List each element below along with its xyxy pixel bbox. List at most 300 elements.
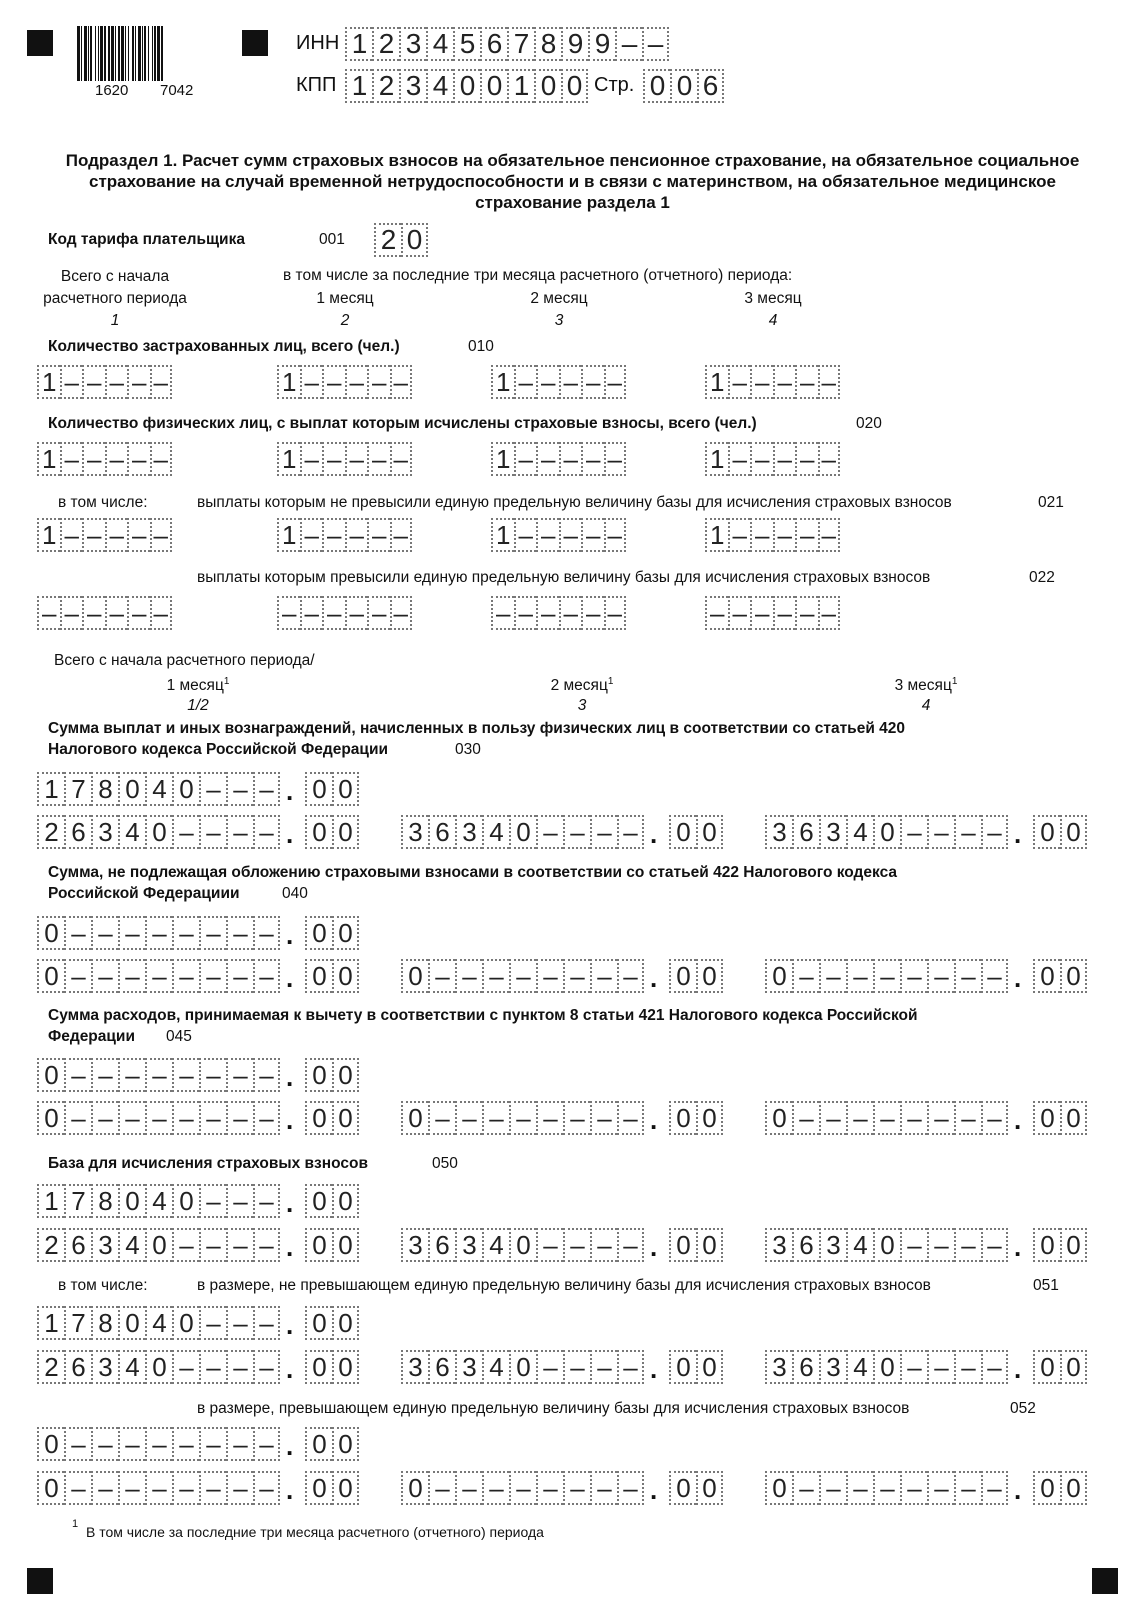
form-cell: – [509, 959, 536, 993]
form-cell: – [927, 1101, 954, 1135]
form-cell: – [91, 959, 118, 993]
page-cells [643, 69, 724, 103]
form-cell: – [819, 1101, 846, 1135]
form-cell: – [82, 365, 105, 399]
form-cell: 0 [332, 1471, 359, 1505]
form-cell: 7 [64, 1184, 91, 1218]
row-051-m3-decimal-point: . [1014, 1354, 1022, 1384]
row-045-m1-decimal-point: . [286, 1105, 294, 1135]
row-045-total-rubles[interactable] [37, 1058, 280, 1092]
form-cell: – [253, 1101, 280, 1135]
row-051-m3-rubles[interactable] [765, 1350, 1008, 1384]
form-cell: 1 [37, 442, 60, 476]
form-cell: – [954, 815, 981, 849]
form-cell: – [482, 959, 509, 993]
row-040-m1-rubles[interactable] [37, 959, 280, 993]
form-cell: – [367, 518, 390, 552]
form-cell: – [199, 1471, 226, 1505]
form-cell: – [172, 1058, 199, 1092]
form-cell: 4 [482, 1228, 509, 1262]
form-cell: – [617, 1228, 644, 1262]
form-cell: 1 [37, 1184, 64, 1218]
form-cell: 3 [401, 1228, 428, 1262]
form-cell: 0 [1033, 1350, 1060, 1384]
row-010-month2[interactable] [491, 365, 626, 399]
row-040-label-line1: Сумма, не подлежащая обложению страховыми взносами в соответствии со статьей 422 Налогового кодекса [48, 864, 897, 881]
form-cell: – [253, 1350, 280, 1384]
row-051-m1-rubles[interactable] [37, 1350, 280, 1384]
form-cell: 4 [426, 27, 453, 61]
form-cell: 7 [64, 1306, 91, 1340]
form-cell: – [981, 1350, 1008, 1384]
row-050-total-rubles[interactable] [37, 1184, 280, 1218]
row-040-m2-kopecks[interactable] [669, 959, 723, 993]
row-045-label-line1: Сумма расходов, принимаемая к вычету в соответствии с пунктом 8 статьи 421 Налогового кодекса Российской [48, 1007, 918, 1024]
form-cell: – [428, 1101, 455, 1135]
form-cell: – [536, 959, 563, 993]
footnote-text: В том числе за последние три месяца расчетного (отчетного) периода [86, 1524, 544, 1540]
row-052-m2-kopecks[interactable] [669, 1471, 723, 1505]
form-cell: – [795, 596, 818, 630]
form-cell: 6 [697, 69, 724, 103]
form-cell: 0 [561, 69, 588, 103]
form-cell: – [900, 959, 927, 993]
barcode-number-left: 1620 [95, 82, 129, 99]
form-cell: – [981, 1101, 1008, 1135]
form-cell: – [581, 518, 604, 552]
form-cell: – [91, 1058, 118, 1092]
form-cell: – [455, 959, 482, 993]
row-040-m3-rubles[interactable] [765, 959, 1008, 993]
row-051-total-kopecks[interactable] [305, 1306, 359, 1340]
form-cell: – [581, 596, 604, 630]
row-030-code: 030 [455, 741, 481, 758]
row-051-total-rubles[interactable] [37, 1306, 280, 1340]
row-030-m1-rubles[interactable] [37, 815, 280, 849]
form-cell: 3 [399, 69, 426, 103]
form-cell: – [795, 442, 818, 476]
form-cell: 0 [696, 1350, 723, 1384]
form-cell: 1 [277, 518, 300, 552]
form-cell: 0 [696, 1101, 723, 1135]
row-050-m2-rubles[interactable] [401, 1228, 644, 1262]
form-cell: – [105, 442, 128, 476]
row-030-m2-rubles[interactable] [401, 815, 644, 849]
row-045-m1-rubles[interactable] [37, 1101, 280, 1135]
form-cell: 0 [332, 772, 359, 806]
row-020-total[interactable] [37, 442, 172, 476]
row-052-m3-kopecks[interactable] [1033, 1471, 1087, 1505]
form-cell: – [118, 959, 145, 993]
row-045-m2-kopecks[interactable] [669, 1101, 723, 1135]
form-cell: 0 [305, 1427, 332, 1461]
row-052-m3-decimal-point: . [1014, 1475, 1022, 1505]
form-cell: 1 [277, 442, 300, 476]
form-cell: – [199, 1058, 226, 1092]
row-030-label-line2: Налогового кодекса Российской Федерации [48, 741, 389, 758]
form-cell: – [615, 27, 642, 61]
form-cell: 1 [491, 442, 514, 476]
form-cell: – [900, 1101, 927, 1135]
row-010-month1[interactable] [277, 365, 412, 399]
row-050-m2-kopecks[interactable] [669, 1228, 723, 1262]
form-cell: – [927, 815, 954, 849]
form-cell: 0 [1060, 1471, 1087, 1505]
form-cell: – [563, 1228, 590, 1262]
form-cell: – [345, 365, 368, 399]
row-050-total-kopecks[interactable] [305, 1184, 359, 1218]
row-051-incl: в том числе: [58, 1277, 148, 1294]
form-cell: – [981, 1228, 1008, 1262]
form-cell: – [509, 1471, 536, 1505]
form-cell: 0 [37, 1101, 64, 1135]
form-cell: – [873, 959, 900, 993]
form-cell: – [199, 916, 226, 950]
form-cell: 0 [509, 1228, 536, 1262]
form-cell: – [818, 596, 841, 630]
form-cell: 4 [846, 1228, 873, 1262]
row-030-label-line1: Сумма выплат и иных вознаграждений, начисленных в пользу физических лиц в соответствии со статьей 420 [48, 720, 906, 737]
form-cell: – [345, 518, 368, 552]
form-cell: 1 [507, 69, 534, 103]
form-cell: – [127, 442, 150, 476]
form-cell: – [792, 1101, 819, 1135]
form-cell: 0 [37, 916, 64, 950]
form-cell: – [559, 365, 582, 399]
kpp-label: КПП [296, 74, 337, 96]
form-cell: – [300, 518, 323, 552]
row-052-m1-rubles[interactable] [37, 1471, 280, 1505]
row-050-m3-kopecks[interactable] [1033, 1228, 1087, 1262]
row-051-m2-decimal-point: . [650, 1354, 658, 1384]
form-cell: – [750, 518, 773, 552]
row-051-m3-kopecks[interactable] [1033, 1350, 1087, 1384]
form-cell: – [514, 365, 537, 399]
form-cell: – [514, 596, 537, 630]
row-045-label-line2: Федерации [48, 1028, 135, 1045]
form-cell: 0 [145, 1228, 172, 1262]
form-cell: 0 [1060, 1228, 1087, 1262]
form-cell: 0 [509, 1350, 536, 1384]
form-cell: – [226, 772, 253, 806]
row-022-month2[interactable] [491, 596, 626, 630]
form-cell: – [322, 442, 345, 476]
row-021-total[interactable] [37, 518, 172, 552]
form-cell: – [91, 1427, 118, 1461]
form-cell: 2 [372, 69, 399, 103]
form-cell: – [64, 1101, 91, 1135]
row-030-m1-kopecks[interactable] [305, 815, 359, 849]
row-050-m1-kopecks[interactable] [305, 1228, 359, 1262]
form-cell: – [118, 1471, 145, 1505]
form-cell: 9 [561, 27, 588, 61]
row-040-total-kopecks[interactable] [305, 916, 359, 950]
form-cell: – [390, 596, 413, 630]
form-cell: 0 [696, 815, 723, 849]
row-040-total-rubles[interactable] [37, 916, 280, 950]
form-cell: – [873, 1101, 900, 1135]
form-cell: – [750, 442, 773, 476]
row-050-m1-rubles[interactable] [37, 1228, 280, 1262]
form-cell: – [581, 442, 604, 476]
form-cell: – [253, 1184, 280, 1218]
form-cell: 1 [37, 365, 60, 399]
form-cell: 3 [765, 1228, 792, 1262]
form-cell: – [322, 518, 345, 552]
form-cell: – [172, 1427, 199, 1461]
row-030-m3-kopecks[interactable] [1033, 815, 1087, 849]
form-cell: 4 [426, 69, 453, 103]
form-cell: – [954, 1350, 981, 1384]
row-045-code: 045 [166, 1028, 192, 1045]
form-cell: – [226, 815, 253, 849]
form-cell: – [536, 815, 563, 849]
row-022-month3[interactable] [705, 596, 840, 630]
form-cell: 8 [91, 1306, 118, 1340]
row-021-month1[interactable] [277, 518, 412, 552]
form-cell: – [536, 1228, 563, 1262]
row-010-total[interactable] [37, 365, 172, 399]
col-month1-header: 1 месяц 2 [316, 290, 374, 329]
form-cell: – [773, 365, 796, 399]
form-cell: 3 [765, 815, 792, 849]
row-021-month2[interactable] [491, 518, 626, 552]
form-cell: – [199, 1184, 226, 1218]
form-cell: – [150, 596, 173, 630]
row-010-code: 010 [468, 338, 494, 355]
form-cell: – [253, 1228, 280, 1262]
form-cell: – [428, 1471, 455, 1505]
form-cell: – [127, 365, 150, 399]
form-cell: – [105, 596, 128, 630]
form-cell: 0 [37, 1471, 64, 1505]
form-cell: – [604, 596, 627, 630]
form-cell: – [559, 596, 582, 630]
row-050-m1-decimal-point: . [286, 1232, 294, 1262]
form-cell: – [590, 1228, 617, 1262]
form-cell: – [795, 518, 818, 552]
form-cell: – [482, 1471, 509, 1505]
row-045-total-kopecks[interactable] [305, 1058, 359, 1092]
row-052-m3-rubles[interactable] [765, 1471, 1008, 1505]
form-cell: 1 [345, 27, 372, 61]
form-cell: 7 [64, 772, 91, 806]
form-cell: 3 [455, 1228, 482, 1262]
form-cell: – [64, 916, 91, 950]
row-040-m1-kopecks[interactable] [305, 959, 359, 993]
row-021-month3[interactable] [705, 518, 840, 552]
row-052-total-rubles[interactable] [37, 1427, 280, 1461]
form-cell: – [145, 1058, 172, 1092]
row-010-month3[interactable] [705, 365, 840, 399]
form-cell: – [617, 959, 644, 993]
form-cell: – [60, 596, 83, 630]
form-cell: – [253, 1058, 280, 1092]
form-cell: – [536, 365, 559, 399]
form-cell: – [981, 815, 1008, 849]
form-cell: – [514, 518, 537, 552]
row-040-m2-rubles[interactable] [401, 959, 644, 993]
form-cell: 4 [118, 1228, 145, 1262]
row-045-m1-kopecks[interactable] [305, 1101, 359, 1135]
form-cell: 0 [453, 69, 480, 103]
form-cell: 0 [332, 1058, 359, 1092]
col-incl-header: в том числе за последние три месяца расчетного (отчетного) периода: [283, 267, 793, 284]
form-cell: – [846, 1101, 873, 1135]
row-021-label: выплаты которым не превысили единую предельную величину базы для исчисления страховых взносов [197, 494, 952, 511]
form-cell: 6 [792, 1350, 819, 1384]
form-cell: – [514, 442, 537, 476]
form-cell: 0 [1033, 1101, 1060, 1135]
form-cell: – [82, 596, 105, 630]
form-cell: 0 [669, 1350, 696, 1384]
form-cell: – [705, 596, 728, 630]
form-cell: 4 [145, 772, 172, 806]
row-045-m3-decimal-point: . [1014, 1105, 1022, 1135]
form-cell: – [253, 1306, 280, 1340]
form-cell: – [617, 1471, 644, 1505]
form-cell: – [509, 1101, 536, 1135]
form-cell: 4 [846, 1350, 873, 1384]
row-040-m3-kopecks[interactable] [1033, 959, 1087, 993]
form-cell: 7 [507, 27, 534, 61]
form-cell: – [345, 442, 368, 476]
row-052-m2-rubles[interactable] [401, 1471, 644, 1505]
row-051-m2-kopecks[interactable] [669, 1350, 723, 1384]
col2-total-header: Всего с начала расчетного периода/ [54, 652, 315, 669]
form-cell: – [172, 1228, 199, 1262]
form-cell: – [536, 518, 559, 552]
form-cell: 0 [401, 1101, 428, 1135]
form-cell: – [819, 959, 846, 993]
form-cell: – [64, 1471, 91, 1505]
form-cell: – [199, 1306, 226, 1340]
row-030-m2-kopecks[interactable] [669, 815, 723, 849]
form-cell: – [253, 772, 280, 806]
form-cell: – [226, 1306, 253, 1340]
corner-marker-top-left [27, 30, 53, 56]
row-051-m1-kopecks[interactable] [305, 1350, 359, 1384]
row-030-total-kopecks[interactable] [305, 772, 359, 806]
form-cell: – [617, 815, 644, 849]
form-cell: – [118, 1427, 145, 1461]
form-cell: 0 [765, 1101, 792, 1135]
form-cell: 9 [588, 27, 615, 61]
form-cell: – [773, 596, 796, 630]
form-cell: 6 [792, 1228, 819, 1262]
row-030-m3-rubles[interactable] [765, 815, 1008, 849]
form-cell: – [322, 365, 345, 399]
form-cell: 1 [705, 442, 728, 476]
row-052-total-kopecks[interactable] [305, 1427, 359, 1461]
row-045-m2-rubles[interactable] [401, 1101, 644, 1135]
form-cell: – [927, 1350, 954, 1384]
form-cell: 0 [1060, 815, 1087, 849]
row-051-m2-rubles[interactable] [401, 1350, 644, 1384]
col-month3-header: 3 месяц 4 [744, 290, 802, 329]
row-051-code: 051 [1033, 1277, 1059, 1294]
row-020-month1[interactable] [277, 442, 412, 476]
form-cell: – [64, 959, 91, 993]
form-cell: 2 [374, 223, 401, 257]
form-cell: 8 [91, 1184, 118, 1218]
form-cell: 0 [305, 815, 332, 849]
form-cell: 0 [696, 1471, 723, 1505]
form-cell: 6 [480, 27, 507, 61]
form-cell: 8 [534, 27, 561, 61]
barcode [77, 26, 220, 81]
form-cell: 0 [669, 1101, 696, 1135]
form-cell: 0 [401, 959, 428, 993]
form-cell: 0 [332, 1306, 359, 1340]
form-cell: 6 [428, 1350, 455, 1384]
form-cell: – [390, 518, 413, 552]
row-045-m3-kopecks[interactable] [1033, 1101, 1087, 1135]
row-052-m2-decimal-point: . [650, 1475, 658, 1505]
form-cell: 0 [1033, 1471, 1060, 1505]
form-cell: – [345, 596, 368, 630]
form-cell: 0 [332, 916, 359, 950]
row-010-label: Количество застрахованных лиц, всего (чел.) [48, 338, 400, 355]
form-cell: 0 [332, 815, 359, 849]
form-cell: 3 [91, 1228, 118, 1262]
form-cell: – [226, 959, 253, 993]
form-cell: – [927, 1228, 954, 1262]
row-052-m1-kopecks[interactable] [305, 1471, 359, 1505]
row-050-m3-rubles[interactable] [765, 1228, 1008, 1262]
form-cell: – [818, 518, 841, 552]
form-cell: – [199, 815, 226, 849]
form-cell: – [954, 1101, 981, 1135]
form-cell: 2 [37, 815, 64, 849]
form-cell: – [253, 959, 280, 993]
form-cell: – [91, 916, 118, 950]
form-cell: – [127, 518, 150, 552]
row-022-total[interactable] [37, 596, 172, 630]
form-cell: – [172, 959, 199, 993]
form-cell: – [818, 442, 841, 476]
row-045-total-decimal-point: . [286, 1062, 294, 1092]
row-020-month3[interactable] [705, 442, 840, 476]
form-cell: – [300, 365, 323, 399]
row-030-m1-decimal-point: . [286, 819, 294, 849]
row-045-m3-rubles[interactable] [765, 1101, 1008, 1135]
form-cell: – [590, 959, 617, 993]
form-cell: 0 [172, 1306, 199, 1340]
form-cell: – [64, 1058, 91, 1092]
form-cell: – [91, 1471, 118, 1505]
form-cell: 0 [873, 1228, 900, 1262]
form-cell: 4 [118, 1350, 145, 1384]
form-cell: 4 [846, 815, 873, 849]
form-cell: 2 [372, 27, 399, 61]
form-cell: 6 [64, 815, 91, 849]
tariff-code: 001 [319, 231, 345, 248]
form-cell: 4 [482, 815, 509, 849]
form-cell: – [455, 1471, 482, 1505]
form-cell: – [300, 596, 323, 630]
form-cell: – [773, 442, 796, 476]
form-cell: 0 [332, 1427, 359, 1461]
form-cell: – [199, 1228, 226, 1262]
row-022-month1[interactable] [277, 596, 412, 630]
row-020-month2[interactable] [491, 442, 626, 476]
form-cell: 3 [401, 1350, 428, 1384]
form-cell: – [172, 1101, 199, 1135]
row-030-total-rubles[interactable] [37, 772, 280, 806]
form-cell: – [226, 1101, 253, 1135]
form-cell: – [118, 1058, 145, 1092]
